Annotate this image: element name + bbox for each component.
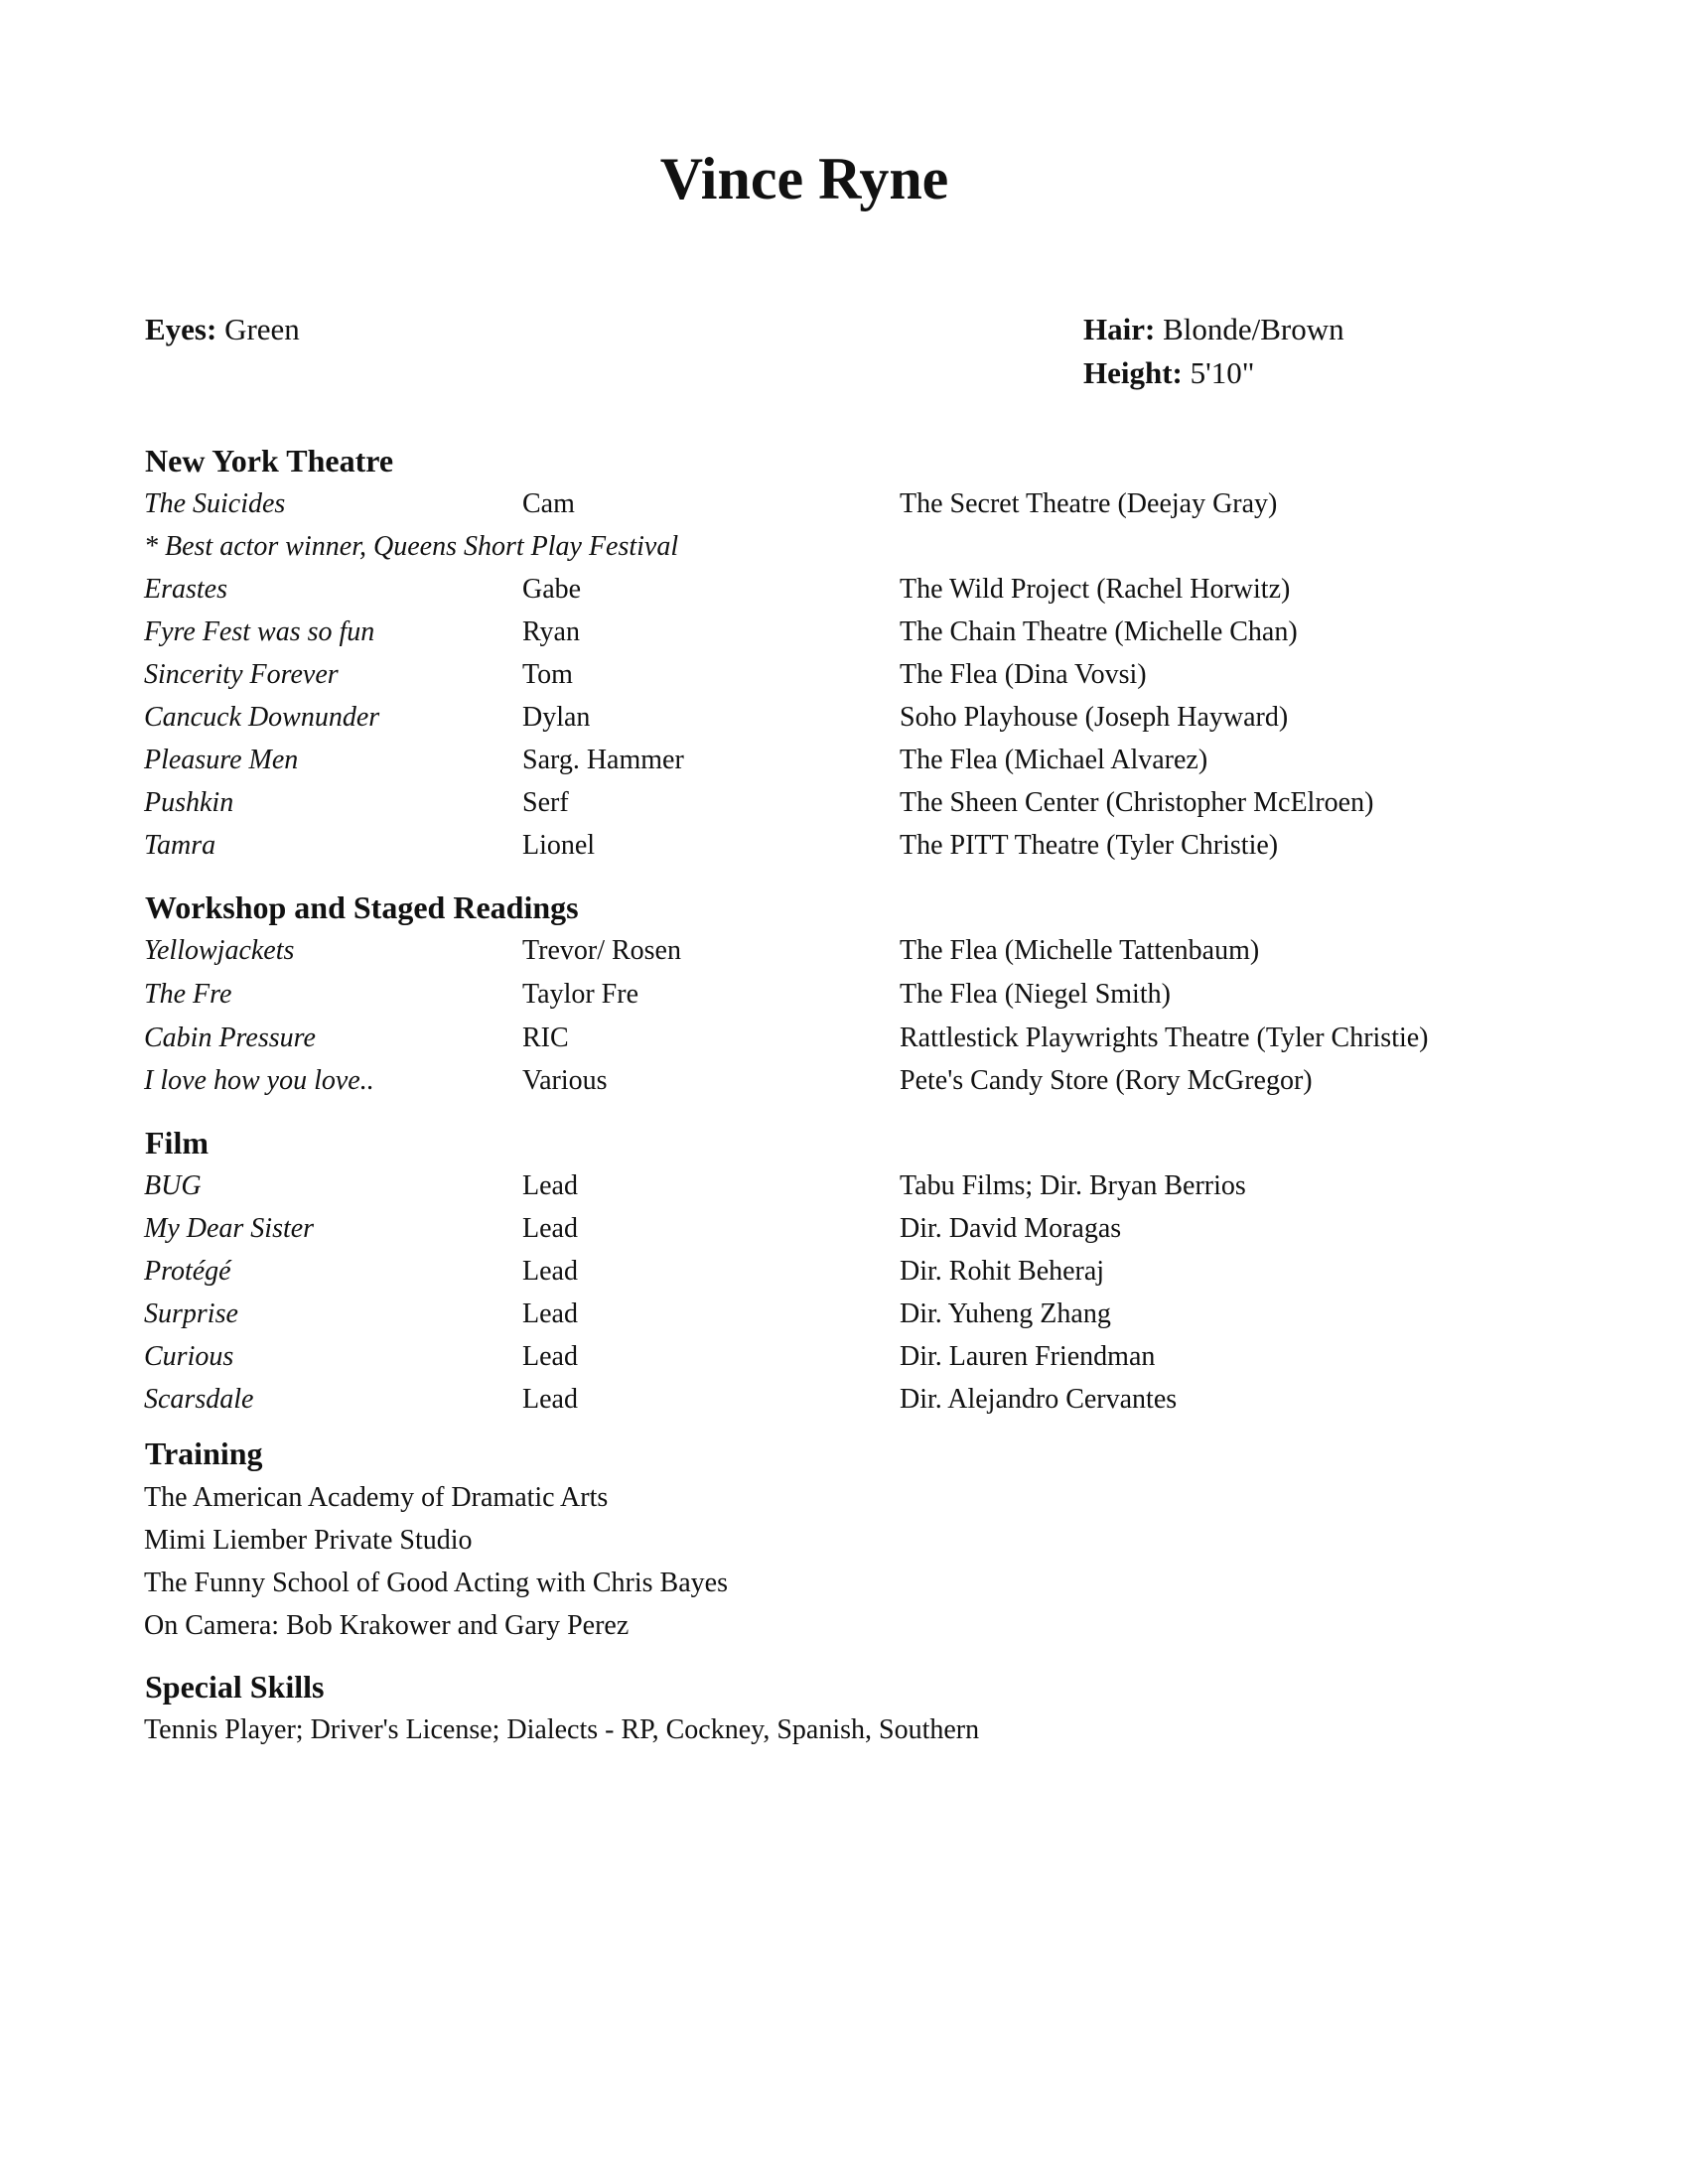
venue: Dir. Rohit Beheraj [900, 1256, 1105, 1287]
table-row [0, 832, 1688, 872]
role: Sarg. Hammer [522, 745, 684, 775]
table-row [0, 1258, 1688, 1297]
venue: The Flea (Michael Alvarez) [900, 745, 1208, 775]
role: Various [522, 1065, 608, 1096]
show-title: The Fre [144, 979, 232, 1010]
eyes-label: Eyes: [145, 312, 217, 346]
actor-name: Vince Ryne [659, 146, 949, 211]
venue: Dir. David Moragas [900, 1213, 1122, 1244]
venue: Dir. Lauren Friendman [900, 1341, 1156, 1372]
venue: The Wild Project (Rachel Horwitz) [900, 574, 1291, 605]
hair-label: Hair: [1083, 312, 1156, 346]
show-title: Tamra [144, 830, 216, 861]
role: Dylan [522, 702, 591, 733]
eyes-value: Green [224, 312, 300, 346]
training-item: On Camera: Bob Krakower and Gary Perez [144, 1610, 630, 1641]
section-training: Training [145, 1435, 263, 1471]
role: Lead [522, 1341, 578, 1372]
show-title: Pushkin [144, 787, 234, 818]
section-film: Film [145, 1125, 209, 1160]
table-row [0, 1215, 1688, 1255]
show-title: Fyre Fest was so fun [144, 616, 375, 647]
table-row [0, 981, 1688, 1021]
show-title: Surprise [144, 1298, 238, 1329]
table-row [0, 1343, 1688, 1383]
show-title: I love how you love.. [144, 1065, 374, 1096]
venue: Tabu Films; Dir. Bryan Berrios [900, 1170, 1246, 1201]
table-row [0, 789, 1688, 829]
role: Trevor/ Rosen [522, 935, 681, 966]
venue: The Flea (Michelle Tattenbaum) [900, 935, 1260, 966]
role: Serf [522, 787, 569, 818]
show-title: Cabin Pressure [144, 1023, 316, 1053]
eyes-stat [145, 314, 300, 344]
venue: Rattlestick Playwrights Theatre (Tyler Christie) [900, 1023, 1429, 1053]
role: Ryan [522, 616, 580, 647]
height-value: 5'10" [1190, 355, 1255, 390]
show-title: Scarsdale [144, 1384, 254, 1415]
show-title: Pleasure Men [144, 745, 299, 775]
table-row [0, 1300, 1688, 1340]
role: Lead [522, 1384, 578, 1415]
show-title: The Suicides [144, 488, 286, 519]
training-item: The American Academy of Dramatic Arts [144, 1482, 609, 1513]
show-title: Erastes [144, 574, 227, 605]
role: Lead [522, 1298, 578, 1329]
hair-stat [1083, 314, 1344, 344]
role: Lead [522, 1213, 578, 1244]
table-row [0, 704, 1688, 744]
role: Gabe [522, 574, 582, 605]
table-row [0, 937, 1688, 977]
role: Lead [522, 1256, 578, 1287]
venue: Pete's Candy Store (Rory McGregor) [900, 1065, 1313, 1096]
table-row [0, 661, 1688, 701]
show-title: Yellowjackets [144, 935, 295, 966]
venue: The Flea (Dina Vovsi) [900, 659, 1147, 690]
role: Lionel [522, 830, 596, 861]
table-row [0, 1386, 1688, 1426]
table-row [0, 490, 1688, 530]
show-title: Sincerity Forever [144, 659, 339, 690]
venue: The Flea (Niegel Smith) [900, 979, 1171, 1010]
table-row [0, 576, 1688, 615]
hair-value: Blonde/Brown [1163, 312, 1344, 346]
height-stat [1083, 357, 1254, 388]
venue: The Sheen Center (Christopher McElroen) [900, 787, 1374, 818]
role: Cam [522, 488, 575, 519]
role: Tom [522, 659, 573, 690]
table-row [0, 1067, 1688, 1107]
venue: The Secret Theatre (Deejay Gray) [900, 488, 1278, 519]
show-title: My Dear Sister [144, 1213, 315, 1244]
venue: Dir. Yuheng Zhang [900, 1298, 1111, 1329]
show-title: BUG [144, 1170, 202, 1201]
skills-text: Tennis Player; Driver's License; Dialects - RP, Cockney, Spanish, Southern [144, 1714, 980, 1745]
section-workshop: Workshop and Staged Readings [145, 889, 579, 925]
venue: The PITT Theatre (Tyler Christie) [900, 830, 1279, 861]
training-item: The Funny School of Good Acting with Chris Bayes [144, 1568, 728, 1598]
award-note: * Best actor winner, Queens Short Play Festival [144, 531, 679, 562]
show-title: Curious [144, 1341, 234, 1372]
role: RIC [522, 1023, 569, 1053]
table-row [0, 618, 1688, 658]
training-item: Mimi Liember Private Studio [144, 1525, 473, 1556]
height-label: Height: [1083, 355, 1183, 390]
venue: The Chain Theatre (Michelle Chan) [900, 616, 1298, 647]
section-special-skills: Special Skills [145, 1669, 325, 1705]
table-row [0, 747, 1688, 786]
venue: Dir. Alejandro Cervantes [900, 1384, 1178, 1415]
show-title: Protégé [144, 1256, 231, 1287]
venue: Soho Playhouse (Joseph Hayward) [900, 702, 1289, 733]
table-row [0, 1024, 1688, 1064]
role: Taylor Fre [522, 979, 639, 1010]
table-row [0, 1172, 1688, 1212]
section-ny-theatre: New York Theatre [145, 443, 394, 478]
show-title: Cancuck Downunder [144, 702, 380, 733]
role: Lead [522, 1170, 578, 1201]
